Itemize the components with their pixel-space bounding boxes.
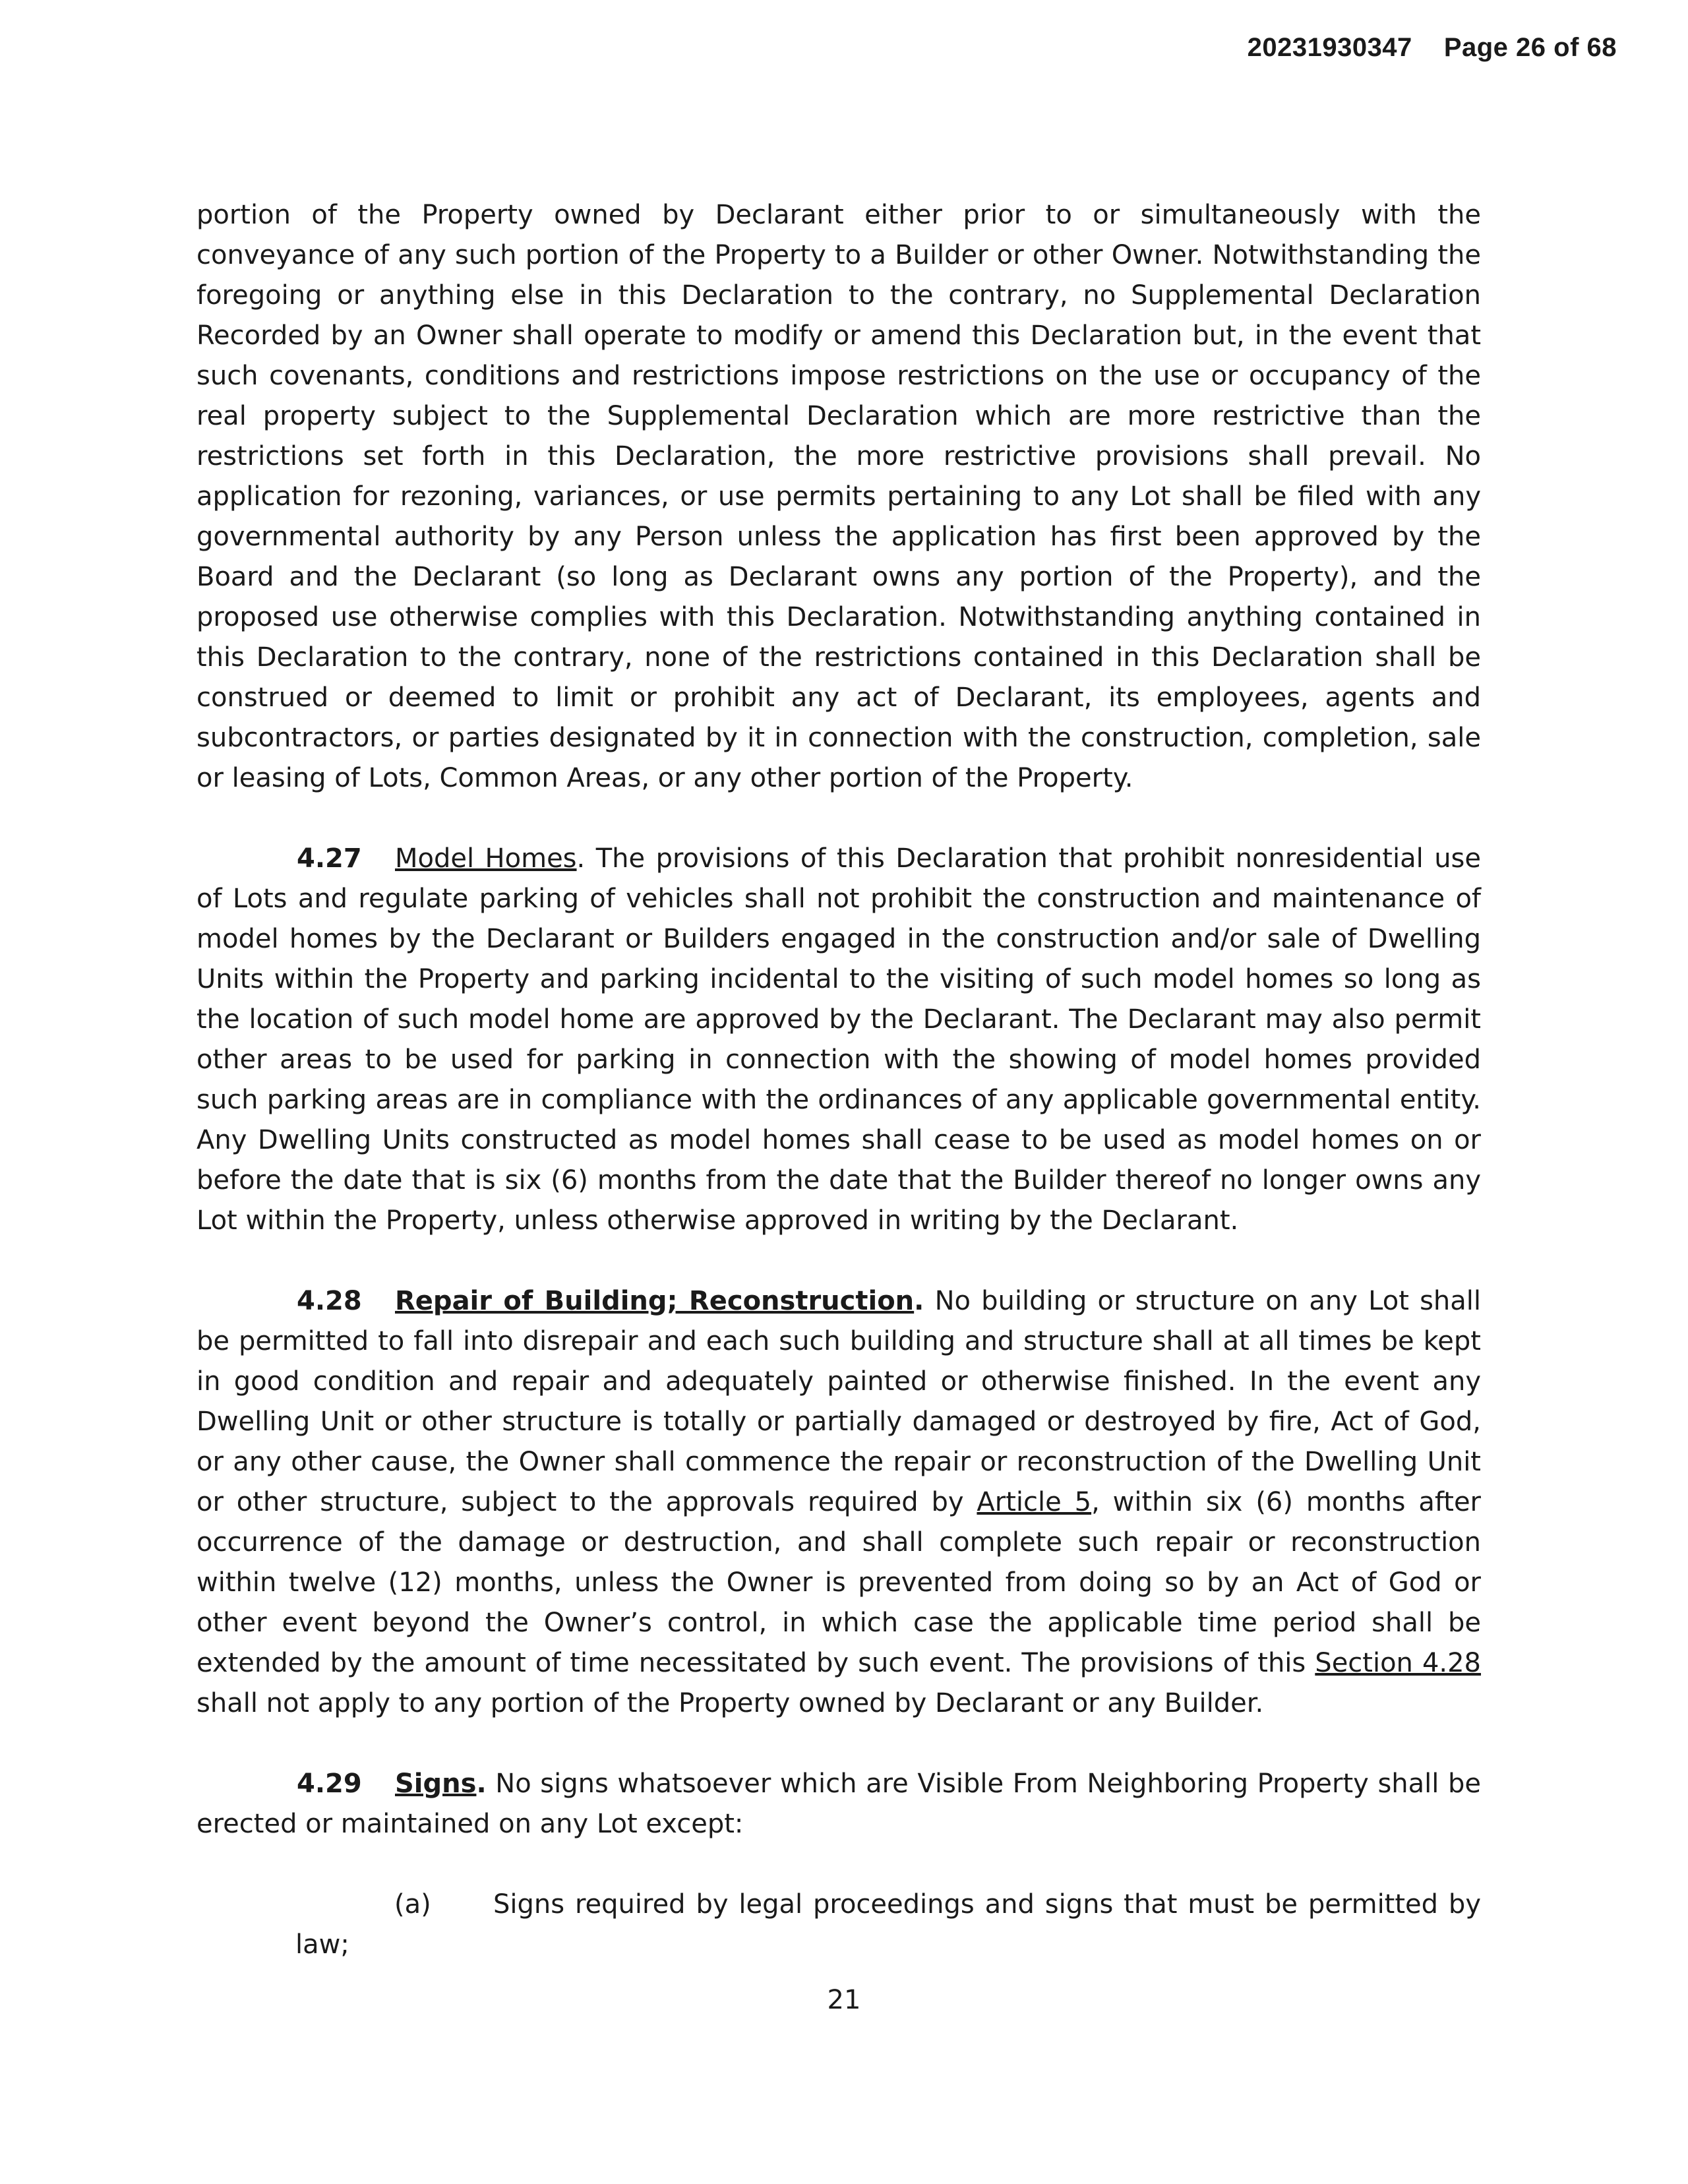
section-title: Signs: [395, 1769, 477, 1799]
title-period: .: [914, 1286, 924, 1316]
subitem-a: [196, 1885, 1481, 1965]
section-text: , within six (6) months after occurrence of the damage or destruction, and shall complete such repair or reconstruction within twelve (12) months, unless the Owner is prevented from doing so by an Act of God or other event beyond the Owner’s control, in which case the applicable time period shall be extended by the amount of time necessitated by such event. The provisions of this: [196, 1487, 1482, 1678]
section-title: Repair of Building; Reconstruction: [395, 1286, 915, 1316]
section-text: The provisions of this Declaration that prohibit nonresidential use of Lots and regulate parking of vehicles shall not prohibit the construction and maintenance of model homes by the Declarant or Builders engaged in the construction and/or sale of Dwelling Units within the Property and parking incidental to the visiting of such model homes so long as the location of such model home are approved by the Declarant. The Declarant may also permit other areas to be used for parking in connection with the showing of model homes provided such parking areas are in compliance with the ordinances of any applicable governmental entity. Any Dwelling Units constructed as model homes shall cease to be used as model homes on or before the date that is six (6) months from the date that the Builder thereof no longer owns any Lot within the Property, unless otherwise approved in writing by the Declarant.: [196, 843, 1481, 1236]
continuation-paragraph: portion of the Property owned by Declarant either prior to or simultaneously with the conveyance of any such portion of the Property to a Builder or other Owner. Notwithstanding the foregoing or anything else in this Declaration to the contrary, no Supplemental Declaration Recorded by an Owner shall operate to modify or amend this Declaration but, in the event that such covenants, conditions and restrictions impose restrictions on the use or occupancy of the real property subject to the Supplemental Declaration which are more restrictive than the restrictions set forth in this Declaration, the more restrictive provisions shall prevail. No application for rezoning, variances, or use permits pertaining to any Lot shall be filed with any governmental authority by any Person unless the application has first been approved by the Board and the Declarant (so long as Declarant owns any portion of the Property), and the proposed use otherwise complies with this Declaration. Notwithstanding anything contained in this Declaration to the contrary, none of the restrictions contained in this Declaration shall be construed or deemed to limit or prohibit any act of Declarant, its employees, agents and subcontractors, or parties designated by it in connection with the construction, completion, sale or leasing of Lots, Common Areas, or any other portion of the Property.: [196, 200, 1481, 793]
section-text: No signs whatsoever which are Visible From Neighboring Property shall be erected or maintained on any Lot except:: [196, 1769, 1482, 1839]
title-period: .: [576, 843, 586, 874]
subitem-letter: (a): [394, 1889, 431, 1920]
title-period: .: [476, 1769, 487, 1799]
article-5-reference[interactable]: Article 5: [977, 1487, 1092, 1517]
page-header: [1248, 33, 1617, 63]
subitem-continuation: law;: [295, 1929, 349, 1960]
page-number: 21: [827, 1985, 861, 2015]
section-number: 4.27: [297, 843, 362, 874]
subitem-text: Signs required by legal proceedings and signs that must be permitted by: [493, 1889, 1481, 1920]
page-label: Page 26 of 68: [1443, 33, 1617, 62]
section-number: 4.29: [297, 1769, 362, 1799]
section-text: shall not apply to any portion of the Property owned by Declarant or any Builder.: [196, 1688, 1264, 1718]
section-4-28: [196, 1281, 1481, 1724]
section-4-28-reference[interactable]: Section 4.28: [1315, 1648, 1482, 1678]
document-number: 20231930347: [1247, 33, 1412, 62]
section-number: 4.28: [297, 1286, 362, 1316]
section-4-27: [196, 839, 1481, 1241]
document-body: [196, 195, 1481, 1965]
section-title: Model Homes: [395, 843, 577, 874]
section-text: No building or structure on any Lot shall be permitted to fall into disrepair and each such building and structure shall at all times be kept in good condition and repair and adequately painted or otherwise finished. In the event any Dwelling Unit or other structure is totally or partially damaged or destroyed by fire, Act of God, or any other cause, the Owner shall commence the repair or reconstruction of the Dwelling Unit or other structure, subject to the approvals required by: [196, 1286, 1481, 1517]
section-4-29: [196, 1764, 1481, 1844]
